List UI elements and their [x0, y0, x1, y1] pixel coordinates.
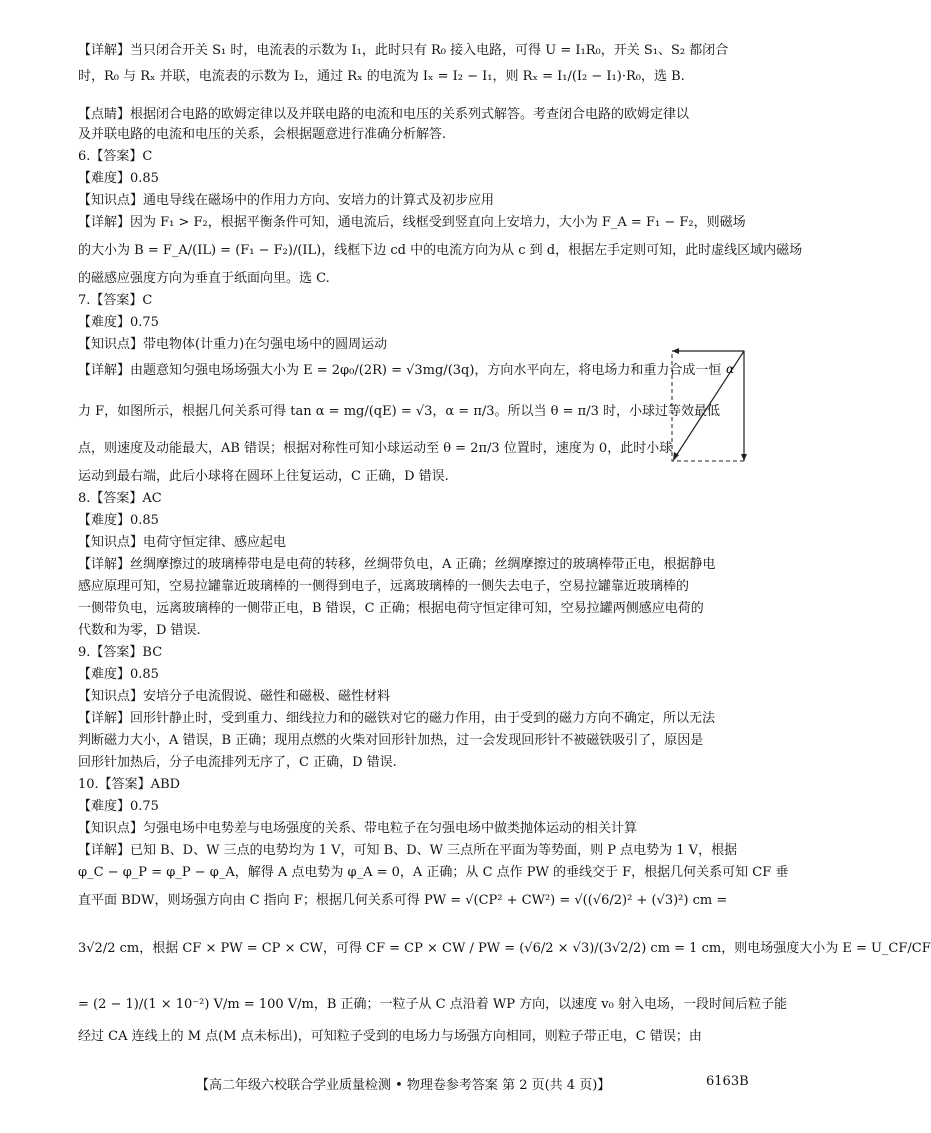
text-line: 力 F，如图所示，根据几何关系可得 tan α = mg/(qE) = √3，α = π/3。所以当 θ = π/3 时，小球过等效最低	[78, 404, 720, 419]
text-line: 回形针加热后，分子电流排列无序了，C 正确，D 错误.	[78, 755, 397, 770]
text-line: 的大小为 B = F_A/(IL) = (F₁ − F₂)/(IL)，线框下边 cd 中的电流方向为从 c 到 d，根据左手定则可知，此时虚线区域内磁场	[78, 243, 803, 258]
text-line: 3√2/2 cm，根据 CF × PW = CP × CW，可得 CF = CP × CW / PW = (√6/2 × √3)/(3√2/2) cm = 1 cm，则电场强度大小为 E = U_CF/CF	[78, 941, 931, 956]
text-line: 【详解】回形针静止时，受到重力、细线拉力和的磁铁对它的磁力作用，由于受到的磁力方向不确定，所以无法	[78, 711, 716, 726]
text-line: 10.【答案】ABD	[78, 777, 181, 792]
document-code: 6163B	[706, 1074, 749, 1089]
text-line: φ_C − φ_P = φ_P − φ_A，解得 A 点电势为 φ_A = 0，A 正确；从 C 点作 PW 的垂线交于 F，根据几何关系可知 CF 垂	[78, 865, 789, 880]
text-line: 【难度】0.75	[78, 315, 159, 330]
arrowhead-left	[672, 348, 679, 354]
text-line: 9.【答案】BC	[78, 645, 163, 660]
alpha-label: α	[726, 362, 735, 376]
force-diagram	[668, 347, 748, 465]
text-line: 点，则速度及动能最大，AB 错误；根据对称性可知小球运动至 θ = 2π/3 位置时，速度为 0，此时小球	[78, 441, 673, 456]
text-line: 运动到最右端，此后小球将在圆环上往复运动，C 正确，D 错误.	[78, 469, 449, 484]
text-line: 判断磁力大小，A 错误，B 正确；现用点燃的火柴对回形针加热，过一会发现回形针不被磁铁吸引了，原因是	[78, 733, 704, 748]
text-line: 【详解】因为 F₁ > F₂，根据平衡条件可知，通电流后，线框受到竖直向上安培力，大小为 F_A = F₁ − F₂，则磁场	[78, 215, 746, 230]
text-line: 6.【答案】C	[78, 149, 153, 164]
text-line: 经过 CA 连线上的 M 点(M 点未标出)，可知粒子受到的电场力与场强方向相同，则粒子带正电，C 错误；由	[78, 1029, 702, 1044]
text-line: 【详解】由题意知匀强电场场强大小为 E = 2φ₀/(2R) = √3mg/(3q)，方向水平向左，将电场力和重力合成一恒	[78, 363, 722, 378]
text-line: 感应原理可知，空易拉罐靠近玻璃棒的一侧得到电子，远离玻璃棒的一侧失去电子，空易拉罐靠近玻璃棒的	[78, 579, 690, 594]
text-line: 【详解】丝绸摩擦过的玻璃棒带电是电荷的转移，丝绸带负电，A 正确；丝绸摩擦过的玻璃棒带正电，根据静电	[78, 557, 716, 572]
text-line: 7.【答案】C	[78, 293, 153, 308]
text-line: 【知识点】匀强电场中电势差与电场强度的关系、带电粒子在匀强电场中做类抛体运动的相关计算	[78, 821, 638, 836]
text-line: 代数和为零，D 错误.	[78, 623, 201, 638]
arrowhead-down	[741, 454, 747, 461]
text-line: 及并联电路的电流和电压的关系，会根据题意进行准确分析解答.	[78, 127, 447, 142]
text-line: 8.【答案】AC	[78, 491, 162, 506]
text-line: 【详解】已知 B、D、W 三点的电势均为 1 V，可知 B、D、W 三点所在平面为等势面，则 P 点电势为 1 V，根据	[78, 843, 738, 858]
text-line: 【难度】0.85	[78, 171, 159, 186]
text-line: = (2 − 1)/(1 × 10⁻²) V/m = 100 V/m，B 正确；一粒子从 C 点沿着 WP 方向，以速度 v₀ 射入电场，一段时间后粒子能	[78, 997, 787, 1012]
text-line: 【难度】0.85	[78, 667, 159, 682]
text-line: 一侧带负电，远离玻璃棒的一侧带正电，B 错误，C 正确；根据电荷守恒定律可知，空易拉罐两侧感应电荷的	[78, 601, 704, 616]
text-line: 【详解】当只闭合开关 S₁ 时，电流表的示数为 I₁，此时只有 R₀ 接入电路，可得 U = I₁R₀，开关 S₁、S₂ 都闭合	[78, 43, 729, 58]
page-footer: 【高二年级六校联合学业质量检测 • 物理卷参考答案 第 2 页(共 4 页)】	[196, 1078, 611, 1093]
text-line: 【知识点】安培分子电流假说、磁性和磁极、磁性材料	[78, 689, 391, 704]
text-line: 时，R₀ 与 Rₓ 并联，电流表的示数为 I₂，通过 Rₓ 的电流为 Iₓ = I₂ − I₁，则 Rₓ = I₁/(I₂ − I₁)·R₀，选 B.	[78, 69, 685, 84]
text-line: 的磁感应强度方向为垂直于纸面向里。选 C.	[78, 271, 330, 286]
text-line: 【点睛】根据闭合电路的欧姆定律以及并联电路的电流和电压的关系列式解答。考查闭合电路的欧姆定律以	[78, 107, 690, 122]
text-line: 【难度】0.75	[78, 799, 159, 814]
text-line: 【知识点】通电导线在磁场中的作用力方向、安培力的计算式及初步应用	[78, 193, 495, 208]
text-line: 直平面 BDW，则场强方向由 C 指向 F；根据几何关系可得 PW = √(CP² + CW²) = √((√6/2)² + (√3)²) cm =	[78, 893, 728, 908]
text-line: 【知识点】带电物体(计重力)在匀强电场中的圆周运动	[78, 337, 388, 352]
text-line: 【难度】0.85	[78, 513, 159, 528]
text-line: 【知识点】电荷守恒定律、感应起电	[78, 535, 287, 550]
